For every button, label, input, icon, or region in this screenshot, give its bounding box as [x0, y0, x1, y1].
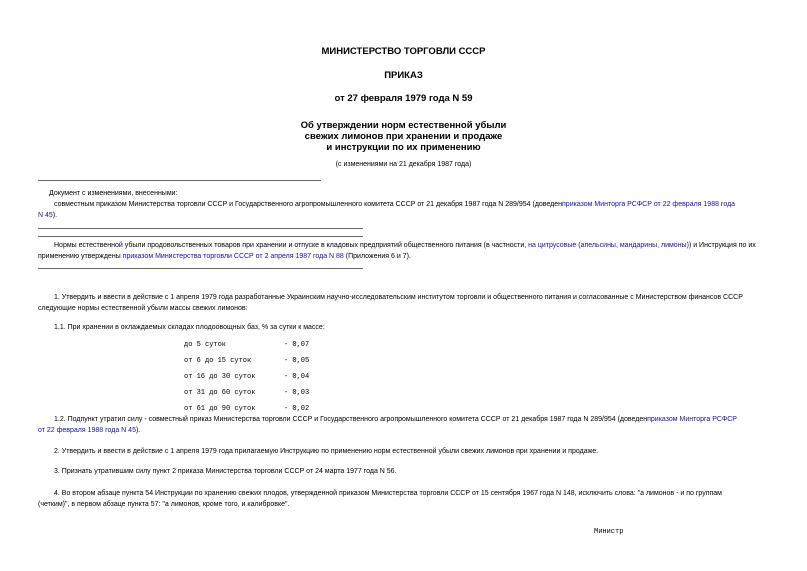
paragraph-1-2-end: ).: [135, 427, 141, 434]
changes-text-part: совместным приказом Министерства торговли СССР и Государственного агропромышленного комитета СССР от 21 декабря 1987 года N 289/954 (доведен: [54, 201, 563, 208]
changes-text-end: ).: [52, 212, 58, 219]
paragraph-1-2-cont: [38, 425, 140, 436]
table-value: - 0,03: [284, 389, 310, 397]
table-value: - 0,04: [284, 373, 310, 381]
order-88-link[interactable]: приказом Министерства торговли СССР от 2 апреля 1987 года N 88: [122, 253, 344, 260]
table-value: - 0,05: [284, 357, 310, 365]
divider: [38, 228, 363, 229]
divider: [38, 268, 363, 269]
paragraph-1-1: 1.1. При хранении в охлаждаемых складах плодоовощных баз, % за сутки к массе:: [54, 324, 325, 331]
norms-text-cont: [38, 251, 411, 262]
paragraph-1-2-text: 1.2. Подпункт утратил силу - совместный приказ Министерства торговли СССР и Государственного агропромышленного комитета СССР от 21 декабря 1987 года N 289/954 (доведен: [54, 416, 648, 423]
rsfsr-order-link-cont[interactable]: от 22 февраля 1988 года N 45: [38, 427, 136, 434]
norms-text: [54, 240, 756, 251]
divider: [38, 236, 363, 237]
citrus-link[interactable]: на цитрусовые (апельсины, мандарины, лимоны): [528, 242, 689, 249]
order-heading: ПРИКАЗ: [384, 70, 423, 81]
changes-link-cont[interactable]: N 45: [38, 212, 53, 219]
paragraph-3: 3. Признать утратившим силу пункт 2 приказа Министерства торговли СССР от 24 марта 1977 года N 56.: [54, 468, 397, 475]
table-period: от 61 до 90 суток: [184, 405, 256, 413]
paragraph-4-line-2: (четким)", в первом абзаце пункта 57: "а лимонов, кроме того, и калибровке".: [38, 501, 290, 508]
ministry-heading: МИНИСТЕРСТВО ТОРГОВЛИ СССР: [321, 46, 486, 57]
table-value: - 0,07: [284, 341, 310, 349]
document-title-line-3: и инструкции по их применению: [326, 142, 481, 153]
table-period: до 5 суток: [184, 341, 227, 349]
table-period: от 16 до 30 суток: [184, 373, 256, 381]
paragraph-2: 2. Утвердить и ввести в действие с 1 апреля 1979 года прилагаемую Инструкцию по применению норм естественной убыли свежих лимонов при хранении и продаже.: [54, 448, 599, 455]
paragraph-1-line-2: следующие нормы естественной убыли массы свежих лимонов:: [38, 305, 248, 312]
norms-text-part: применению утверждены: [38, 253, 123, 260]
changes-link[interactable]: приказом Минторга РСФСР от 22 февраля 1988 года: [562, 201, 736, 208]
signature-minister: Министр: [594, 528, 624, 536]
norms-text-part: (Приложения 6 и 7).: [343, 253, 411, 260]
changes-label: Документ с изменениями, внесенными:: [49, 190, 178, 197]
document-title-line-2: свежих лимонов при хранении и продаже: [304, 131, 503, 142]
changes-text: [54, 199, 735, 210]
paragraph-4-line-1: 4. Во втором абзаце пункта 54 Инструкции по хранению свежих плодов, утвержденной приказом Министерства торговли СССР от 15 сентября 1967 года N 148, исключить слова: "а лимонов - и по группам: [54, 490, 722, 497]
divider: [38, 180, 321, 181]
amendment-note: (с изменениями на 21 декабря 1987 года): [335, 161, 472, 168]
rsfsr-order-link[interactable]: приказом Минторга РСФСР: [647, 416, 737, 423]
paragraph-1-line-1: 1. Утвердить и ввести в действие с 1 апреля 1979 года разработанные Украинским научно-исследовательским институтом торговли и общественного питания и согласованные с Министерством финансов СССР: [54, 294, 743, 301]
norms-text-part: Нормы естественной убыли продовольственных товаров при хранении и отпуске в кладовых предприятий общественного питания (в частности,: [54, 242, 529, 249]
table-value: - 0,02: [284, 405, 310, 413]
order-date: от 27 февраля 1979 года N 59: [334, 93, 473, 104]
changes-text-tail: [38, 210, 57, 221]
paragraph-1-2: [54, 414, 737, 425]
table-period: от 31 до 60 суток: [184, 389, 256, 397]
norms-text-part: ) и Инструкция по их: [688, 242, 756, 249]
document-title-line-1: Об утверждении норм естественной убыли: [300, 120, 507, 131]
table-period: от 6 до 15 суток: [184, 357, 252, 365]
